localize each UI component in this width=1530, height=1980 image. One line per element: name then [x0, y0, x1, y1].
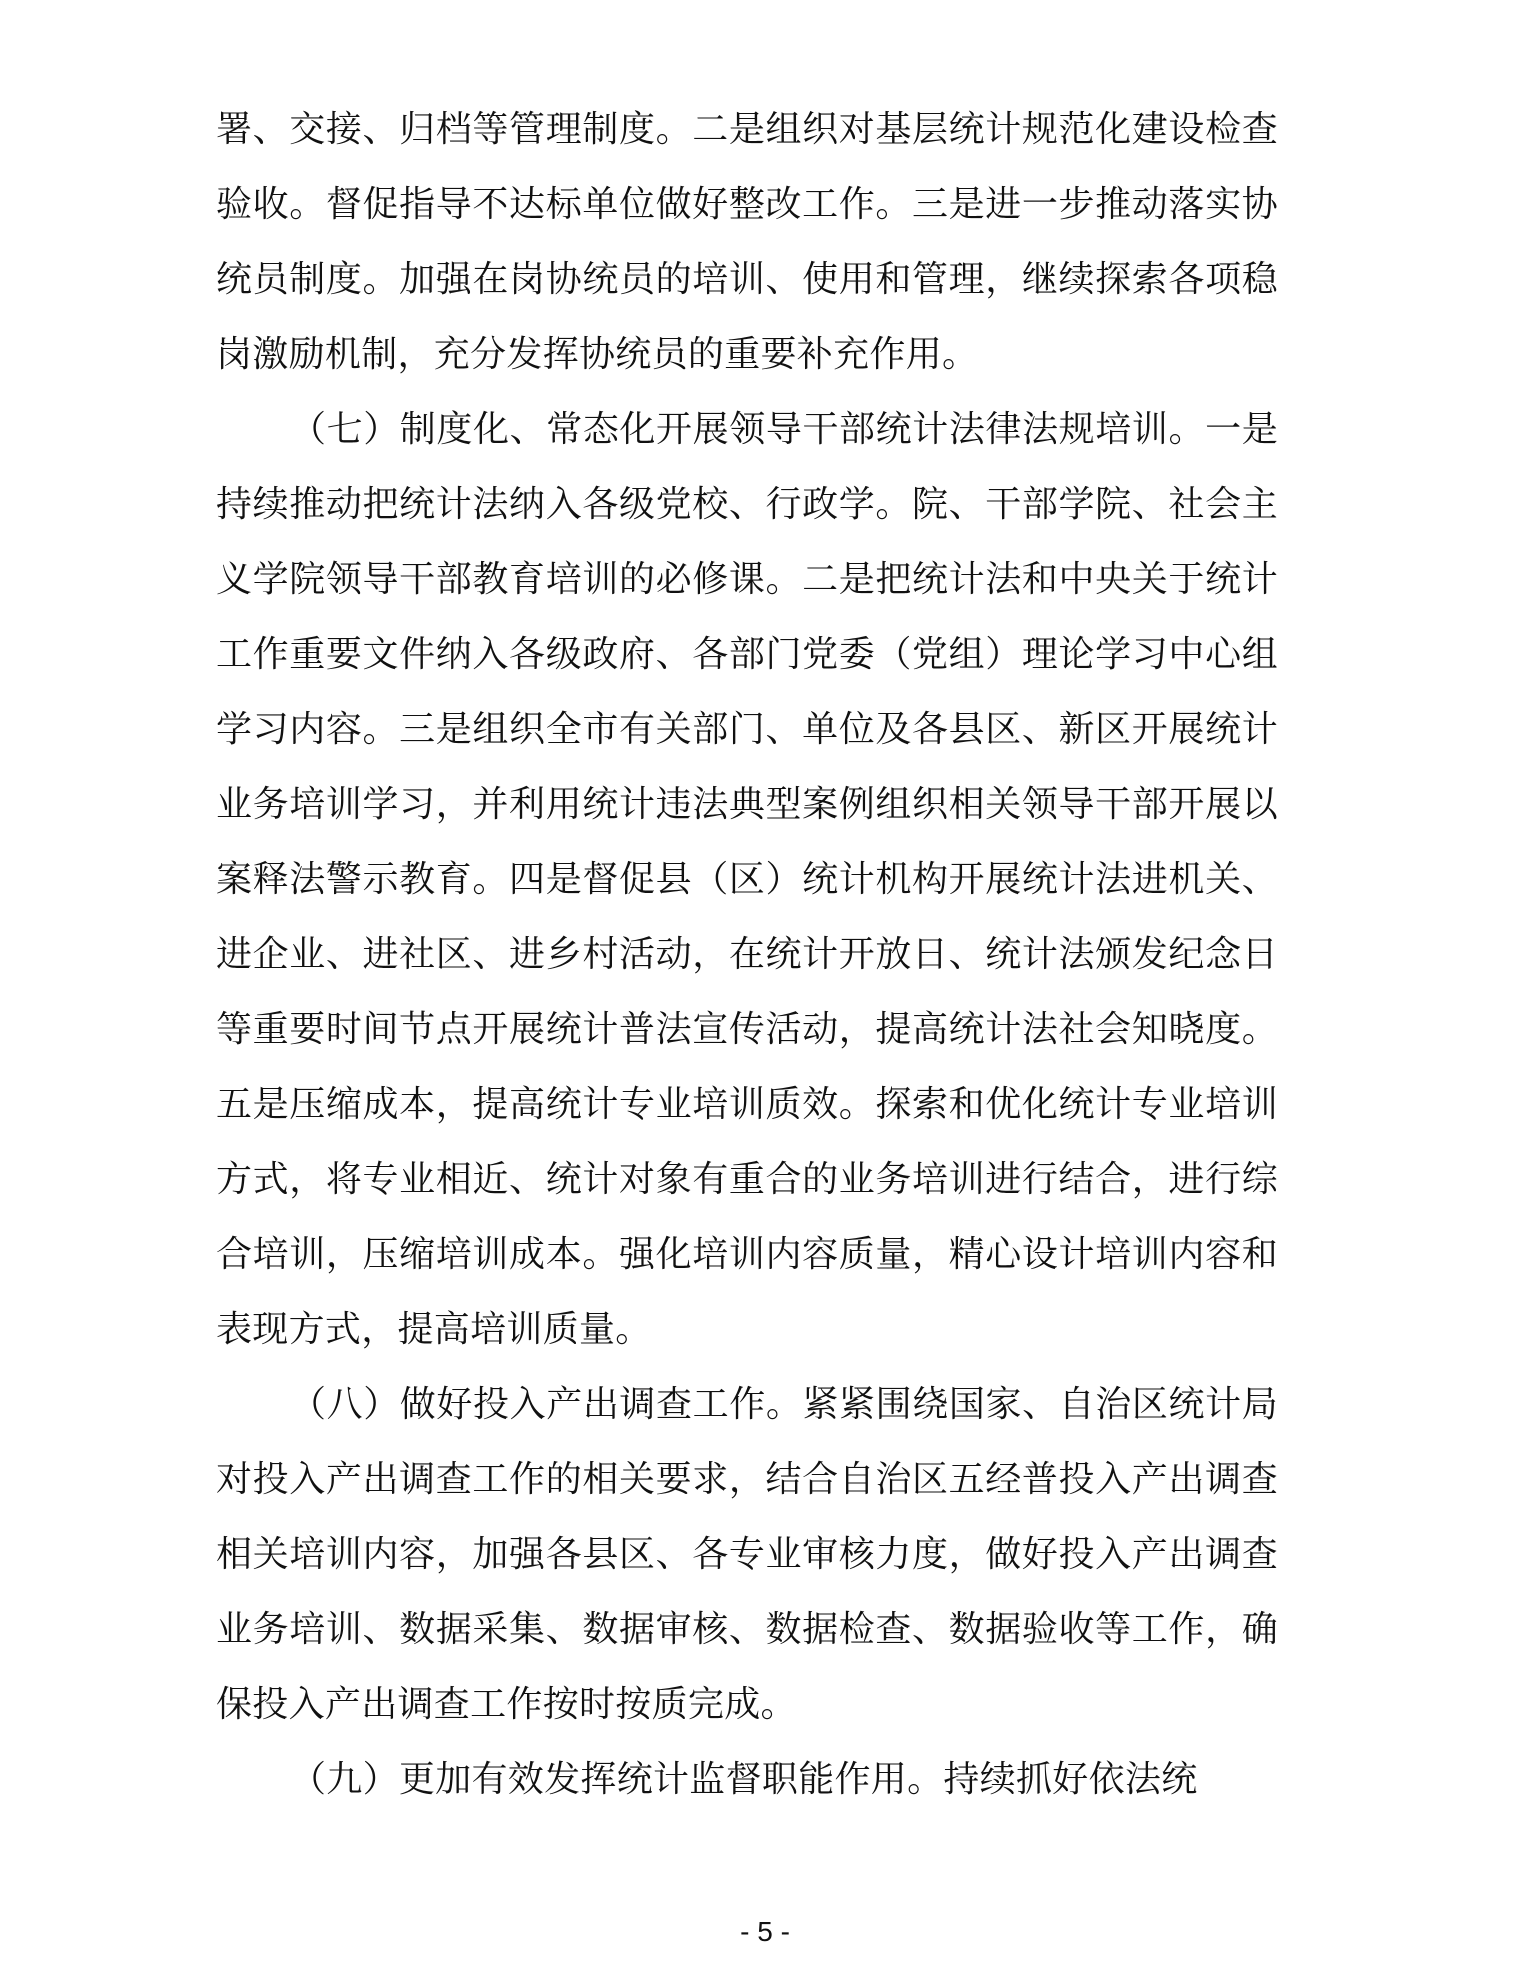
paragraph-continuation: 署、交接、归档等管理制度。二是组织对基层统计规范化建设检查验收。督促指导不达标单位做好整改工作。三是进一步推动落实协统员制度。加强在岗协统员的培训、使用和管理，继续探索各项稳岗激励机制，充分发挥协统员的重要补充作用。	[216, 109, 1278, 375]
document-body	[216, 92, 1278, 1817]
page-number: - 5 -	[740, 1916, 790, 1947]
paragraph-section-8: （八）做好投入产出调查工作。紧紧围绕国家、自治区统计局对投入产出调查工作的相关要求，结合自治区五经普投入产出调查相关培训内容，加强各县区、各专业审核力度，做好投入产出调查业务培训、数据采集、数据审核、数据检查、数据验收等工作，确保投入产出调查工作按时按质完成。	[216, 1384, 1278, 1725]
paragraph-section-7: （七）制度化、常态化开展领导干部统计法律法规培训。一是持续推动把统计法纳入各级党校、行政学。院、干部学院、社会主义学院领导干部教育培训的必修课。二是把统计法和中央关于统计工作重要文件纳入各级政府、各部门党委（党组）理论学习中心组学习内容。三是组织全市有关部门、单位及各县区、新区开展统计业务培训学习，并利用统计违法典型案例组织相关领导干部开展以案释法警示教育。四是督促县（区）统计机构开展统计法进机关、进企业、进社区、进乡村活动，在统计开放日、统计法颁发纪念日等重要时间节点开展统计普法宣传活动，提高统计法社会知晓度。五是压缩成本，提高统计专业培训质效。探索和优化统计专业培训方式，将专业相近、统计对象有重合的业务培训进行结合，进行综合培训，压缩培训成本。强化培训内容质量，精心设计培训内容和表现方式，提高培训质量。	[216, 409, 1278, 1350]
paragraph-section-9: （九）更加有效发挥统计监督职能作用。持续抓好依法统	[290, 1759, 1198, 1800]
